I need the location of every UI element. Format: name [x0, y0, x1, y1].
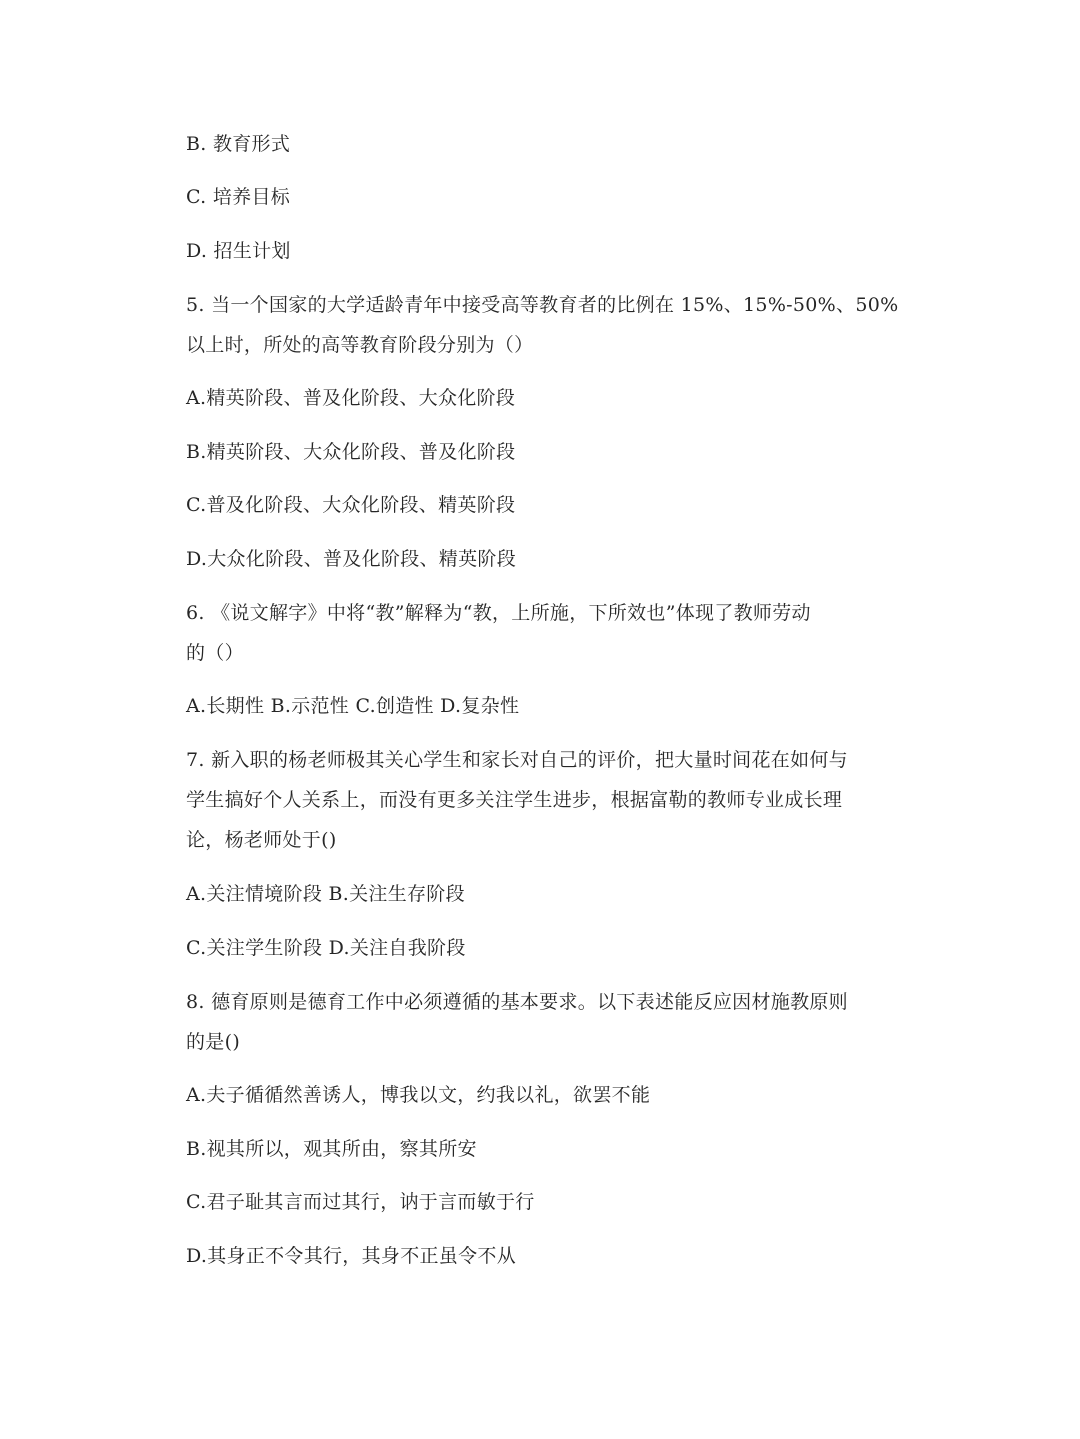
q5-option-b: B.精英阶段、大众化阶段、普及化阶段 — [186, 441, 516, 463]
q4-option-d: D. 招生计划 — [186, 240, 291, 262]
q6-options: A.长期性 B.示范性 C.创造性 D.复杂性 — [186, 695, 520, 717]
q7-options-cd: C.关注学生阶段 D.关注自我阶段 — [186, 937, 466, 959]
q8-option-a: A.夫子循循然善诱人，博我以文，约我以礼，欲罢不能 — [186, 1084, 651, 1106]
q5-option-d: D.大众化阶段、普及化阶段、精英阶段 — [186, 548, 516, 570]
q8-option-b: B.视其所以，观其所由，察其所安 — [186, 1138, 477, 1160]
q4-option-c: C. 培养目标 — [186, 186, 291, 208]
q5-option-a: A.精英阶段、普及化阶段、大众化阶段 — [186, 387, 516, 409]
q8-stem-line-1: 8. 德育原则是德育工作中必须遵循的基本要求。以下表述能反应因材施教原则 — [186, 991, 848, 1013]
q4-option-b: B. 教育形式 — [186, 133, 291, 155]
q7-stem-line-2: 学生搞好个人关系上，而没有更多关注学生进步，根据富勒的教师专业成长理 — [186, 789, 843, 811]
q8-option-c: C.君子耻其言而过其行，讷于言而敏于行 — [186, 1191, 535, 1213]
q5-stem-line-2: 以上时，所处的高等教育阶段分别为（） — [186, 334, 534, 356]
q6-stem-line-2: 的（） — [186, 642, 244, 664]
q7-options-ab: A.关注情境阶段 B.关注生存阶段 — [186, 883, 465, 905]
q8-option-d: D.其身正不令其行，其身不正虽令不从 — [186, 1245, 516, 1267]
q7-stem-line-3: 论，杨老师处于() — [186, 829, 337, 851]
q8-stem-line-2: 的是() — [186, 1031, 241, 1053]
q6-stem-line-1: 6. 《说文解字》中将“教”解释为“教，上所施，下所效也”体现了教师劳动 — [186, 602, 811, 624]
q5-stem-line-1: 5. 当一个国家的大学适龄青年中接受高等教育者的比例在 15%、15%-50%、50% — [186, 294, 899, 316]
q5-option-c: C.普及化阶段、大众化阶段、精英阶段 — [186, 494, 516, 516]
q7-stem-line-1: 7. 新入职的杨老师极其关心学生和家长对自己的评价，把大量时间花在如何与 — [186, 749, 848, 771]
